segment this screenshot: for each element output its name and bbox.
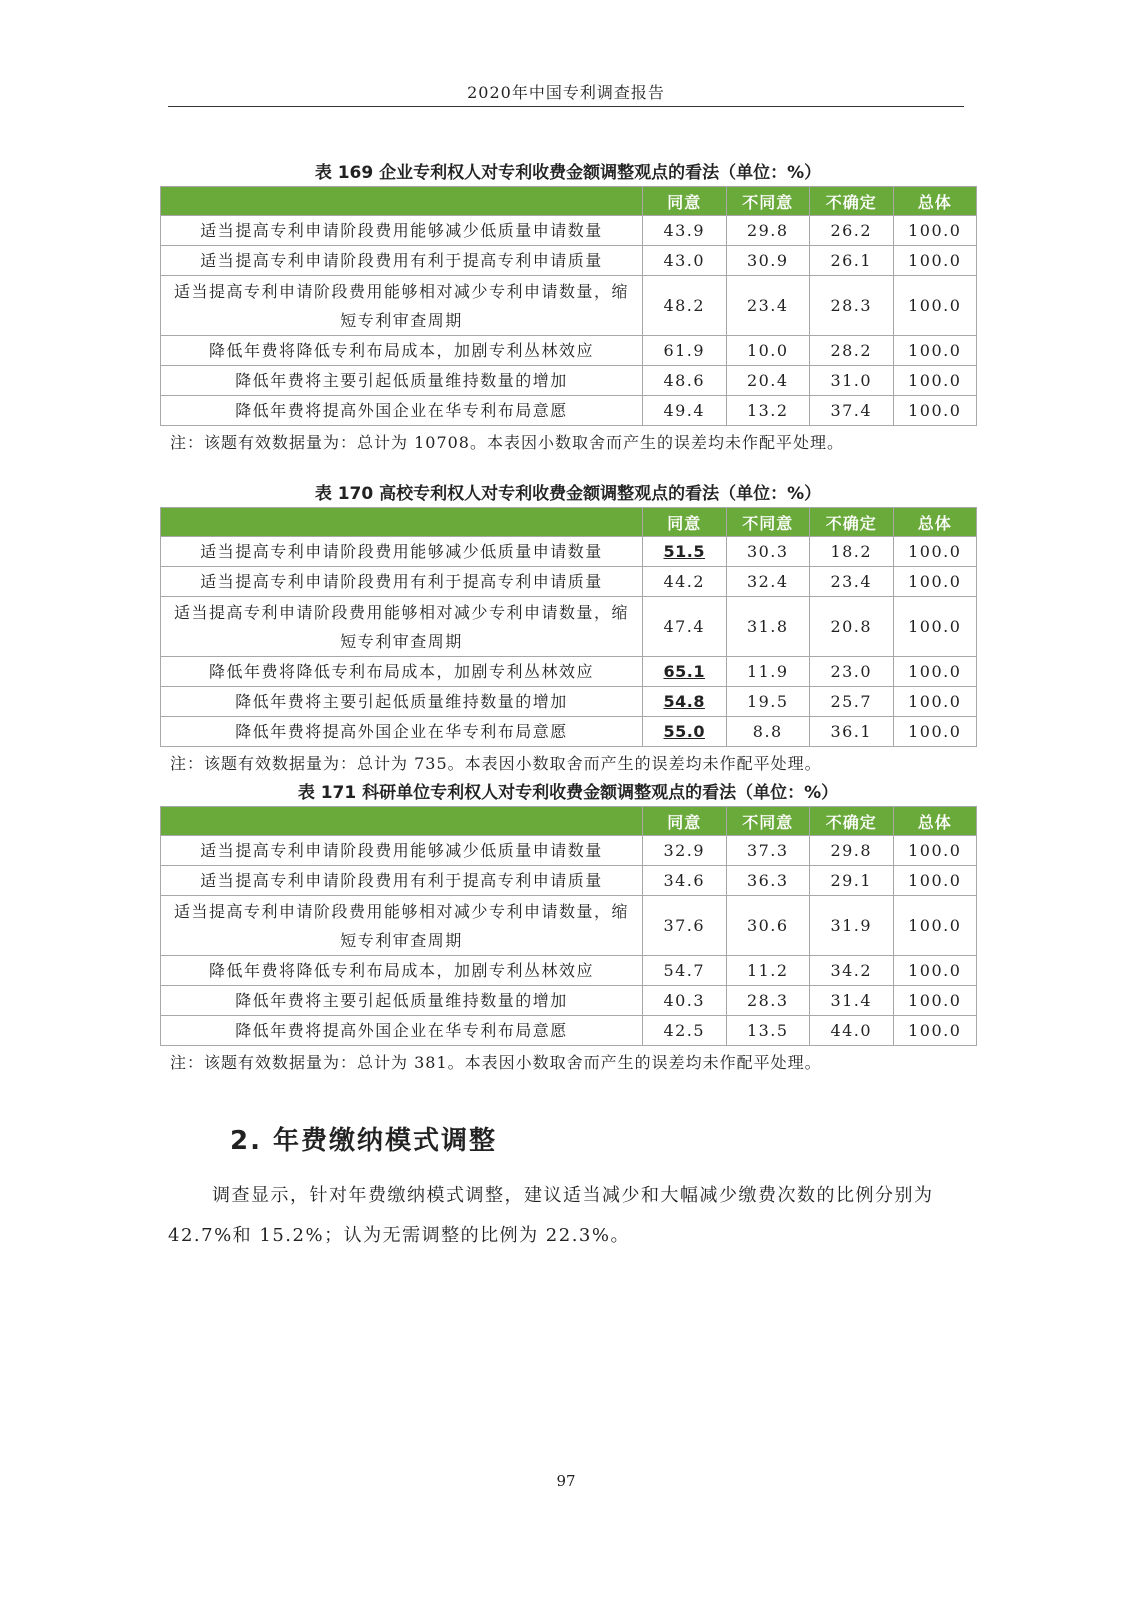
row-label: 适当提高专利申请阶段费用能够相对减少专利申请数量，缩短专利审查周期 — [161, 276, 643, 336]
total-cell: 100.0 — [893, 896, 977, 956]
column-header-total: 总体 — [893, 187, 977, 216]
unsure-cell: 31.0 — [810, 366, 894, 396]
column-header-agree: 同意 — [643, 807, 727, 836]
table-row — [161, 657, 977, 687]
table-row — [161, 866, 977, 896]
section-heading: 2. 年费缴纳模式调整 — [230, 1126, 498, 1156]
row-label: 适当提高专利申请阶段费用有利于提高专利申请质量 — [161, 246, 643, 276]
table-row — [161, 597, 977, 657]
total-cell: 100.0 — [893, 366, 977, 396]
table-row — [161, 396, 977, 426]
total-cell: 100.0 — [893, 216, 977, 246]
unsure-cell: 44.0 — [810, 1016, 894, 1046]
row-label: 适当提高专利申请阶段费用能够相对减少专利申请数量，缩短专利审查周期 — [161, 896, 643, 956]
row-label: 降低年费将主要引起低质量维持数量的增加 — [161, 687, 643, 717]
table-row — [161, 986, 977, 1016]
header-blank-cell — [161, 187, 643, 216]
agree-cell: 37.6 — [643, 896, 727, 956]
disagree-cell: 37.3 — [726, 836, 810, 866]
disagree-cell: 36.3 — [726, 866, 810, 896]
total-cell: 100.0 — [893, 336, 977, 366]
total-cell: 100.0 — [893, 956, 977, 986]
column-header-disagree: 不同意 — [726, 187, 810, 216]
disagree-cell: 11.2 — [726, 956, 810, 986]
column-header-agree: 同意 — [643, 187, 727, 216]
table-171-caption: 表 171 科研单位专利权人对专利收费金额调整观点的看法（单位：%） — [297, 783, 839, 803]
disagree-cell: 30.3 — [726, 537, 810, 567]
unsure-cell: 28.2 — [810, 336, 894, 366]
table-171 — [160, 806, 977, 1046]
disagree-cell: 13.5 — [726, 1016, 810, 1046]
total-cell: 100.0 — [893, 836, 977, 866]
row-label: 降低年费将降低专利布局成本，加剧专利丛林效应 — [161, 956, 643, 986]
disagree-cell: 10.0 — [726, 336, 810, 366]
table-row — [161, 246, 977, 276]
table-170-caption: 表 170 高校专利权人对专利收费金额调整观点的看法（单位：%） — [314, 484, 822, 504]
highlighted-value: 65.1 — [663, 662, 705, 681]
table-row — [161, 336, 977, 366]
disagree-cell: 23.4 — [726, 276, 810, 336]
column-header-total: 总体 — [893, 508, 977, 537]
table-row — [161, 896, 977, 956]
page-number: 97 — [556, 1472, 576, 1490]
agree-cell — [643, 687, 727, 717]
total-cell: 100.0 — [893, 717, 977, 747]
unsure-cell: 18.2 — [810, 537, 894, 567]
column-header-total: 总体 — [893, 807, 977, 836]
row-label: 降低年费将主要引起低质量维持数量的增加 — [161, 986, 643, 1016]
total-cell: 100.0 — [893, 246, 977, 276]
unsure-cell: 23.4 — [810, 567, 894, 597]
column-header-unsure: 不确定 — [810, 807, 894, 836]
disagree-cell: 13.2 — [726, 396, 810, 426]
disagree-cell: 32.4 — [726, 567, 810, 597]
highlighted-value: 55.0 — [663, 722, 705, 741]
table-row — [161, 836, 977, 866]
row-label: 降低年费将降低专利布局成本，加剧专利丛林效应 — [161, 336, 643, 366]
agree-cell: 32.9 — [643, 836, 727, 866]
body-paragraph: 调查显示，针对年费缴纳模式调整，建议适当减少和大幅减少缴费次数的比例分别为 42.7%和 15.2%；认为无需调整的比例为 22.3%。 — [168, 1185, 934, 1246]
table-row — [161, 687, 977, 717]
row-label: 降低年费将主要引起低质量维持数量的增加 — [161, 366, 643, 396]
column-header-unsure: 不确定 — [810, 187, 894, 216]
unsure-cell: 23.0 — [810, 657, 894, 687]
agree-cell: 61.9 — [643, 336, 727, 366]
disagree-cell: 31.8 — [726, 597, 810, 657]
table-169-caption: 表 169 企业专利权人对专利收费金额调整观点的看法（单位：%） — [314, 163, 822, 183]
table-row — [161, 366, 977, 396]
agree-cell: 42.5 — [643, 1016, 727, 1046]
disagree-cell: 29.8 — [726, 216, 810, 246]
unsure-cell: 37.4 — [810, 396, 894, 426]
row-label: 降低年费将降低专利布局成本，加剧专利丛林效应 — [161, 657, 643, 687]
table-170 — [160, 507, 977, 747]
total-cell: 100.0 — [893, 687, 977, 717]
running-header: 2020年中国专利调查报告 — [467, 83, 665, 102]
disagree-cell: 8.8 — [726, 717, 810, 747]
agree-cell: 54.7 — [643, 956, 727, 986]
table-row — [161, 216, 977, 246]
table-171-note: 注：该题有效数据量为：总计为 381。本表因小数取舍而产生的误差均未作配平处理。 — [170, 1053, 822, 1072]
agree-cell: 49.4 — [643, 396, 727, 426]
table-row — [161, 537, 977, 567]
disagree-cell: 30.9 — [726, 246, 810, 276]
highlighted-value: 51.5 — [663, 542, 705, 561]
unsure-cell: 25.7 — [810, 687, 894, 717]
row-label: 适当提高专利申请阶段费用有利于提高专利申请质量 — [161, 567, 643, 597]
header-blank-cell — [161, 508, 643, 537]
row-label: 降低年费将提高外国企业在华专利布局意愿 — [161, 717, 643, 747]
highlighted-value: 54.8 — [663, 692, 705, 711]
unsure-cell: 29.1 — [810, 866, 894, 896]
total-cell: 100.0 — [893, 276, 977, 336]
agree-cell: 43.0 — [643, 246, 727, 276]
total-cell: 100.0 — [893, 396, 977, 426]
column-header-disagree: 不同意 — [726, 807, 810, 836]
row-label: 适当提高专利申请阶段费用能够减少低质量申请数量 — [161, 216, 643, 246]
column-header-disagree: 不同意 — [726, 508, 810, 537]
unsure-cell: 29.8 — [810, 836, 894, 866]
unsure-cell: 20.8 — [810, 597, 894, 657]
unsure-cell: 36.1 — [810, 717, 894, 747]
agree-cell: 47.4 — [643, 597, 727, 657]
row-label: 适当提高专利申请阶段费用能够相对减少专利申请数量，缩短专利审查周期 — [161, 597, 643, 657]
agree-cell — [643, 717, 727, 747]
total-cell: 100.0 — [893, 567, 977, 597]
total-cell: 100.0 — [893, 537, 977, 567]
agree-cell: 34.6 — [643, 866, 727, 896]
table-170-note: 注：该题有效数据量为：总计为 735。本表因小数取舍而产生的误差均未作配平处理。 — [170, 754, 822, 773]
header-blank-cell — [161, 807, 643, 836]
total-cell: 100.0 — [893, 657, 977, 687]
table-row — [161, 276, 977, 336]
table-169-note: 注：该题有效数据量为：总计为 10708。本表因小数取舍而产生的误差均未作配平处理。 — [170, 433, 844, 452]
total-cell: 100.0 — [893, 597, 977, 657]
header-rule — [168, 106, 964, 107]
unsure-cell: 31.4 — [810, 986, 894, 1016]
unsure-cell: 28.3 — [810, 276, 894, 336]
disagree-cell: 28.3 — [726, 986, 810, 1016]
unsure-cell: 26.2 — [810, 216, 894, 246]
disagree-cell: 30.6 — [726, 896, 810, 956]
table-row — [161, 717, 977, 747]
agree-cell: 48.2 — [643, 276, 727, 336]
column-header-unsure: 不确定 — [810, 508, 894, 537]
disagree-cell: 20.4 — [726, 366, 810, 396]
column-header-agree: 同意 — [643, 508, 727, 537]
row-label: 适当提高专利申请阶段费用能够减少低质量申请数量 — [161, 836, 643, 866]
row-label: 降低年费将提高外国企业在华专利布局意愿 — [161, 1016, 643, 1046]
disagree-cell: 19.5 — [726, 687, 810, 717]
agree-cell: 44.2 — [643, 567, 727, 597]
agree-cell: 48.6 — [643, 366, 727, 396]
unsure-cell: 31.9 — [810, 896, 894, 956]
row-label: 适当提高专利申请阶段费用有利于提高专利申请质量 — [161, 866, 643, 896]
disagree-cell: 11.9 — [726, 657, 810, 687]
table-row — [161, 956, 977, 986]
row-label: 适当提高专利申请阶段费用能够减少低质量申请数量 — [161, 537, 643, 567]
table-row — [161, 567, 977, 597]
agree-cell — [643, 657, 727, 687]
total-cell: 100.0 — [893, 866, 977, 896]
agree-cell — [643, 537, 727, 567]
table-row — [161, 1016, 977, 1046]
agree-cell: 40.3 — [643, 986, 727, 1016]
row-label: 降低年费将提高外国企业在华专利布局意愿 — [161, 396, 643, 426]
unsure-cell: 26.1 — [810, 246, 894, 276]
table-169 — [160, 186, 977, 426]
unsure-cell: 34.2 — [810, 956, 894, 986]
total-cell: 100.0 — [893, 1016, 977, 1046]
total-cell: 100.0 — [893, 986, 977, 1016]
agree-cell: 43.9 — [643, 216, 727, 246]
